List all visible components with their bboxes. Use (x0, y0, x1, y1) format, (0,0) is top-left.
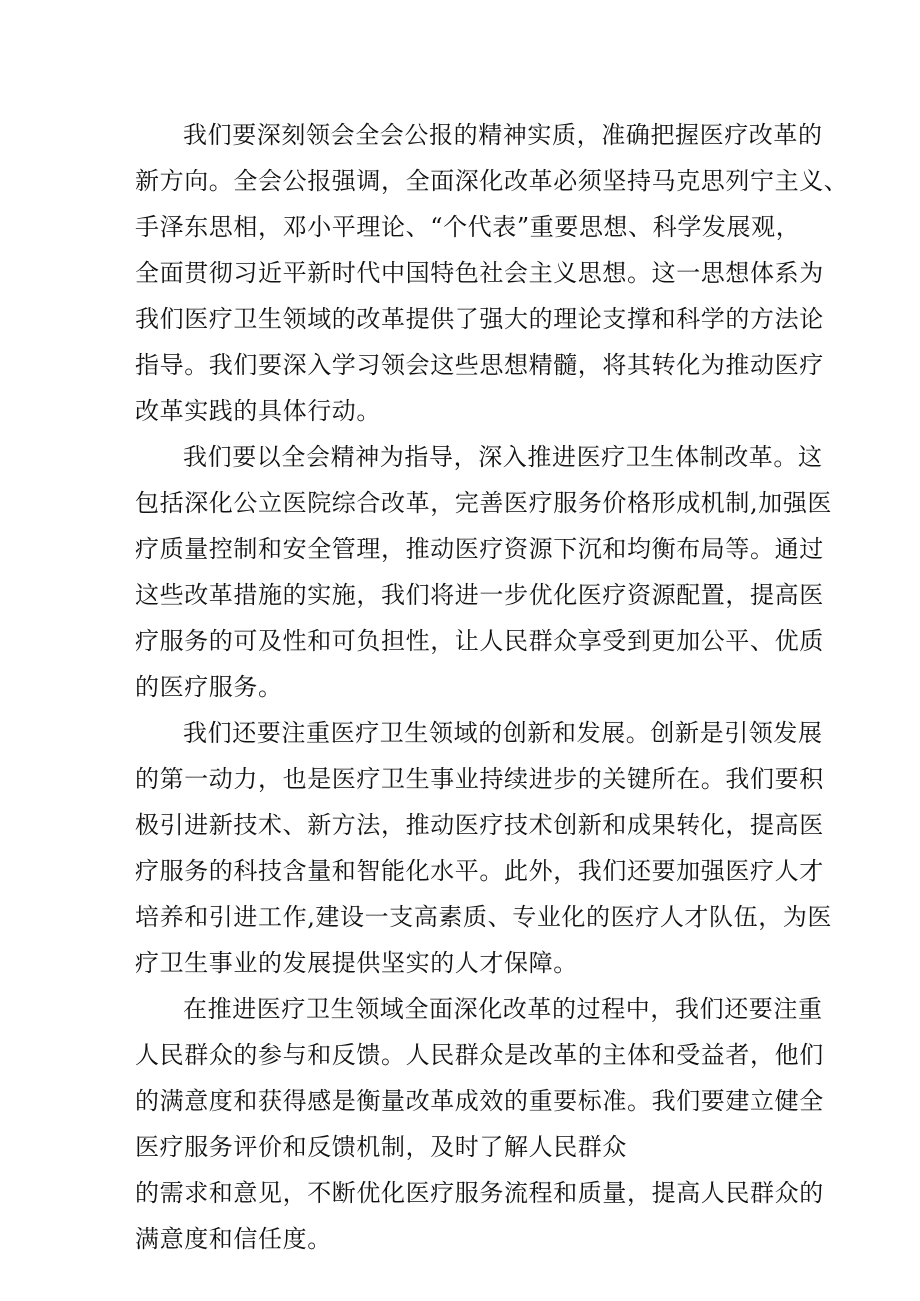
paragraph-line: 手泽东思相，邓小平理论、“个代表”重要思想、科学发展观， (135, 213, 801, 241)
paragraph-line: 的医疗服务。 (135, 673, 283, 701)
paragraph-line: 的满意度和获得感是衡量改革成效的重要标准。我们要建立健全 (135, 1087, 824, 1115)
paragraph-line: 新方向。全会公报强调，全面深化改革必须坚持马克思列宁主义、 (135, 167, 849, 195)
paragraph-line: 在推进医疗卫生领域全面深化改革的过程中，我们还要注重 (183, 995, 823, 1023)
paragraph-line: 我们要以全会精神为指导，深入推进医疗卫生体制改革。这 (183, 443, 823, 471)
paragraph-line: 这些改革措施的实施，我们将进一步优化医疗资源配置，提高医 (135, 581, 824, 609)
document-body (135, 112, 849, 1262)
paragraph-line: 人民群众的参与和反馈。人民群众是改革的主体和受益者，他们 (135, 1041, 824, 1069)
paragraph-line: 全面贯彻习近平新时代中国特色社会主义思想。这一思想体系为 (135, 259, 824, 287)
paragraph-line: 疗质量控制和安全管理，推动医疗资源下沉和均衡布局等。通过 (135, 535, 824, 563)
paragraph-line: 医疗服务评价和反馈机制，及时了解人民群众 (135, 1133, 627, 1161)
paragraph-line: 的需求和意见，不断优化医疗服务流程和质量，提高人民群众的 (135, 1179, 824, 1207)
paragraph-line: 的第一动力，也是医疗卫生事业持续进步的关键所在。我们要积 (135, 765, 824, 793)
paragraph-line: 我们医疗卫生领域的改革提供了强大的理论支撑和科学的方法论 (135, 305, 824, 333)
paragraph-line: 指导。我们要深入学习领会这些思想精髓，将其转化为推动医疗 (135, 351, 824, 379)
paragraph-2 (135, 434, 833, 710)
paragraph-line: 极引进新技术、新方法，推动医疗技术创新和成果转化，提高医 (135, 811, 824, 839)
paragraph-1 (135, 112, 849, 434)
paragraph-line: 疗卫生事业的发展提供坚实的人才保障。 (135, 949, 578, 977)
paragraph-4 (135, 986, 824, 1262)
paragraph-line: 满意度和信任度。 (135, 1225, 332, 1253)
paragraph-line: 包括深化公立医院综合改革，完善医疗服务价格形成机制,加强医 (135, 489, 833, 517)
paragraph-line: 培养和引进工作,建设一支高素质、专业化的医疗人才队伍，为医 (135, 903, 833, 931)
paragraph-3 (135, 710, 833, 986)
paragraph-line: 疗服务的科技含量和智能化水平。此外，我们还要加强医疗人才 (135, 857, 824, 885)
paragraph-line: 我们还要注重医疗卫生领域的创新和发展。创新是引领发展 (183, 719, 823, 747)
paragraph-line: 改革实践的具体行动。 (135, 397, 381, 425)
paragraph-line: 疗服务的可及性和可负担性，让人民群众享受到更加公平、优质 (135, 627, 824, 655)
paragraph-line: 我们要深刻领会全会公报的精神实质，准确把握医疗改革的 (183, 121, 823, 149)
